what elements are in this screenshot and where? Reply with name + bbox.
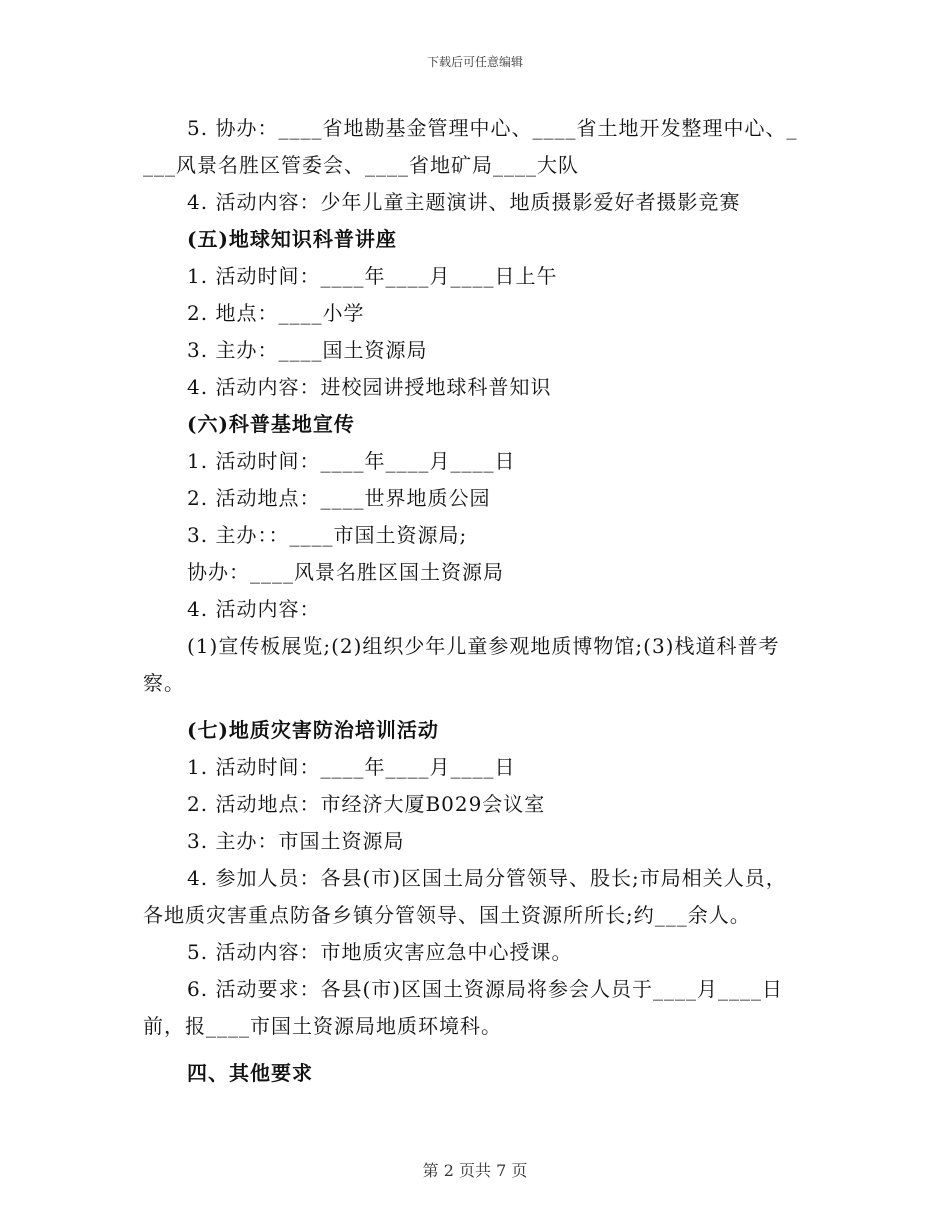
section-heading: (六)科普基地宣传 (187, 412, 355, 436)
text-line: 4. 活动内容：少年儿童主题演讲、地质摄影爱好者摄影竞赛 (187, 190, 741, 214)
text-line: 1. 活动时间：____年____月____日 (187, 449, 516, 473)
page-footer: 第 2 页共 7 页 (422, 1161, 528, 1180)
text-line: ___风景名胜区管委会、____省地矿局____大队 (143, 153, 579, 177)
text-line: 4. 参加人员：各县(市)区国土局分管领导、股长;市局相关人员， (187, 866, 787, 890)
text-line: 各地质灾害重点防备乡镇分管领导、国土资源所所长;约___余人。 (143, 903, 751, 927)
text-line: 1. 活动时间：____年____月____日上午 (187, 264, 558, 288)
text-line: 5. 活动内容：市地质灾害应急中心授课。 (187, 940, 573, 964)
text-line: 2. 活动地点：市经济大厦B029会议室 (187, 792, 546, 816)
document-body (143, 110, 808, 1092)
text-line: (1)宣传板展览;(2)组织少年儿童参观地质博物馆;(3)栈道科普考 (187, 634, 780, 658)
section-heading: (五)地球知识科普讲座 (187, 227, 397, 251)
text-line: 1. 活动时间：____年____月____日 (187, 755, 516, 779)
text-line: 3. 主办：市国土资源局 (187, 829, 405, 853)
text-line: 3. 主办：____国土资源局 (187, 338, 428, 362)
text-line: 察。 (143, 671, 185, 695)
text-line: 前，报____市国土资源局地质环境科。 (143, 1014, 502, 1038)
text-line: 4. 活动内容：进校园讲授地球科普知识 (187, 375, 552, 399)
text-line: 3. 主办：：____市国土资源局; (187, 523, 468, 547)
text-line: 5. 协办：____省地勘基金管理中心、____省土地开发整理中心、_ (187, 116, 798, 140)
text-line: 2. 地点：____小学 (187, 301, 365, 325)
text-line: 4. 活动内容： (187, 597, 321, 621)
text-line: 2. 活动地点：____世界地质公园 (187, 486, 491, 510)
section-heading: 四、其他要求 (187, 1061, 313, 1085)
text-line: 6. 活动要求：各县(市)区国土资源局将参会人员于____月____日 (187, 977, 784, 1001)
text-line: 协办：____风景名胜区国土资源局 (187, 560, 504, 584)
section-heading: (七)地质灾害防治培训活动 (187, 718, 439, 742)
page-header: 下载后可任意编辑 (426, 55, 523, 69)
